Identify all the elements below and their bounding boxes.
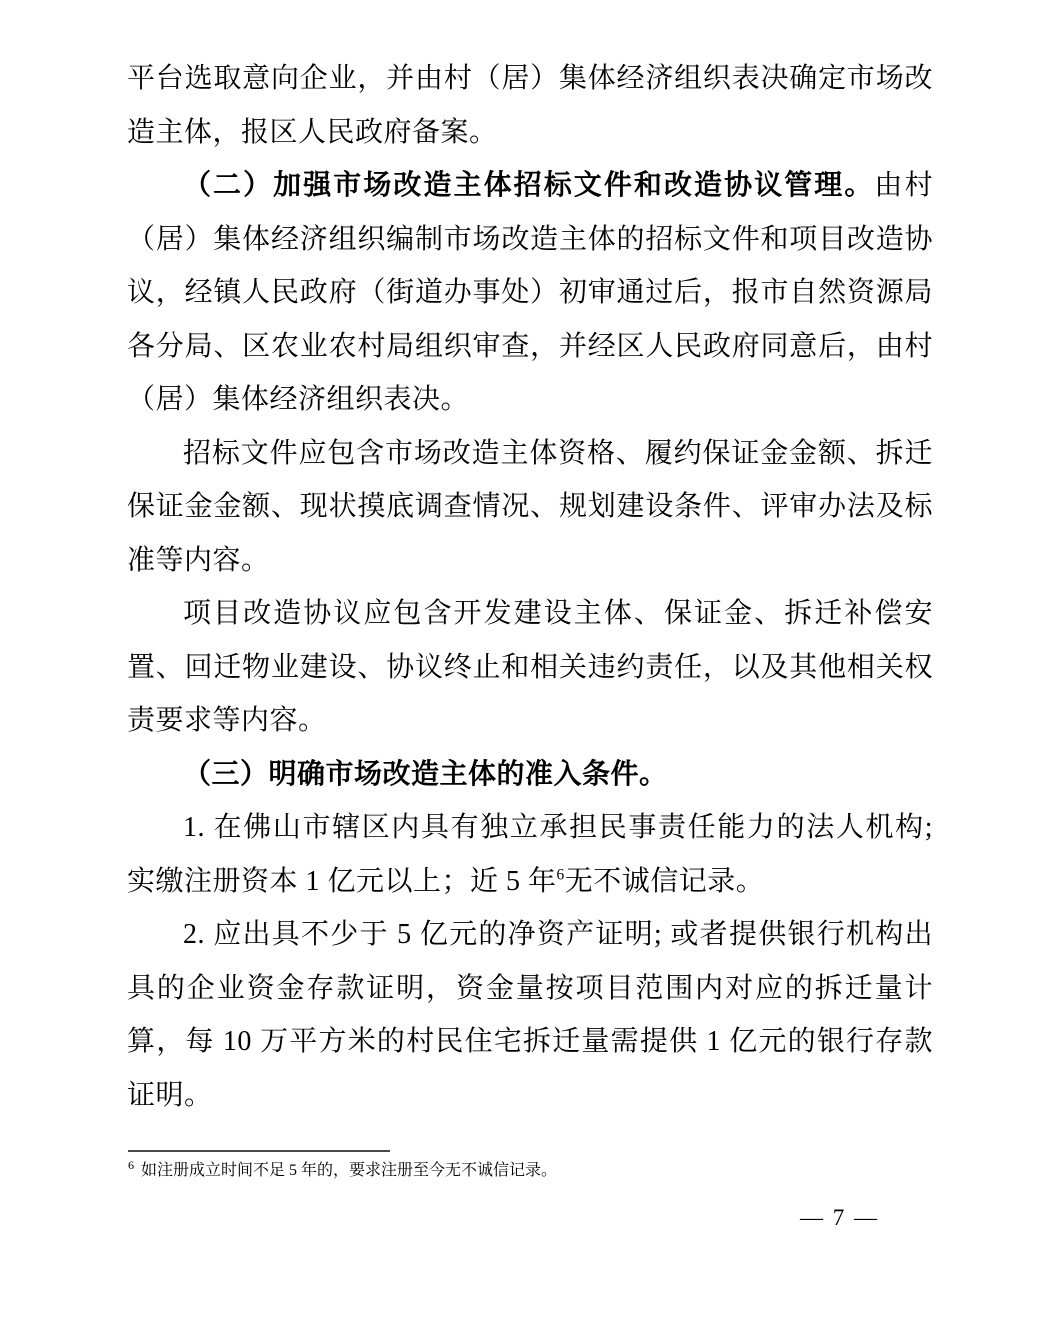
para-entry-condition-1	[127, 801, 933, 908]
page-number: — 7 —	[800, 1205, 879, 1230]
footnote-text: 如注册成立时间不足 5 年的，要求注册至今无不诚信记录。	[141, 1162, 558, 1179]
text-run: 无不诚信记录。	[564, 865, 765, 897]
text-run: 招标文件应包含市场改造主体资格、履约保证金金额、拆迁保证金金额、现状摸底调查情况、规划建设条件、评审办法及标准等内容。	[127, 437, 933, 576]
footnote	[128, 1158, 828, 1184]
text-run: 1. 在佛山市辖区内具有独立承担民事责任能力的法人机构;实缴注册资本 1 亿元以上；近 5 年	[127, 812, 933, 897]
para-entry-condition-2	[127, 908, 933, 1122]
bold-text-run: （三）明确市场改造主体的准入条件。	[183, 758, 668, 790]
para-continuation	[127, 52, 933, 159]
text-run: 由村（居）集体经济组织编制市场改造主体的招标文件和项目改造协议，经镇人民政府（街道办事处）初审通过后，报市自然资源局各分局、区农业农村局组织审查，并经区人民政府同意后，由村（居）集体经济组织表决。	[127, 170, 933, 415]
document-body	[127, 52, 933, 1122]
footnote-separator-rule	[128, 1150, 390, 1152]
text-run: 平台选取意向企业，并由村（居）集体经济组织表决确定市场改造主体，报区人民政府备案。	[127, 63, 933, 148]
bold-text-run: （二）加强市场改造主体招标文件和改造协议管理。	[183, 170, 875, 201]
section-heading-3	[127, 748, 933, 802]
para-tender-document-contents	[127, 427, 933, 588]
footnote-reference-superscript: 6	[556, 866, 565, 884]
para-project-agreement-contents	[127, 587, 933, 748]
text-run: 项目改造协议应包含开发建设主体、保证金、拆迁补偿安置、回迁物业建设、协议终止和相关违约责任，以及其他相关权责要求等内容。	[127, 598, 933, 736]
text-run: 2. 应出具不少于 5 亿元的净资产证明; 或者提供银行机构出具的企业资金存款证明，资金量按项目范围内对应的拆迁量计算，每 10 万平方米的村民住宅拆迁量需提供 1 亿元的银行存款证明。	[127, 919, 933, 1111]
footnote-marker: 6	[128, 1157, 134, 1172]
section-heading-2-paragraph	[127, 159, 933, 427]
